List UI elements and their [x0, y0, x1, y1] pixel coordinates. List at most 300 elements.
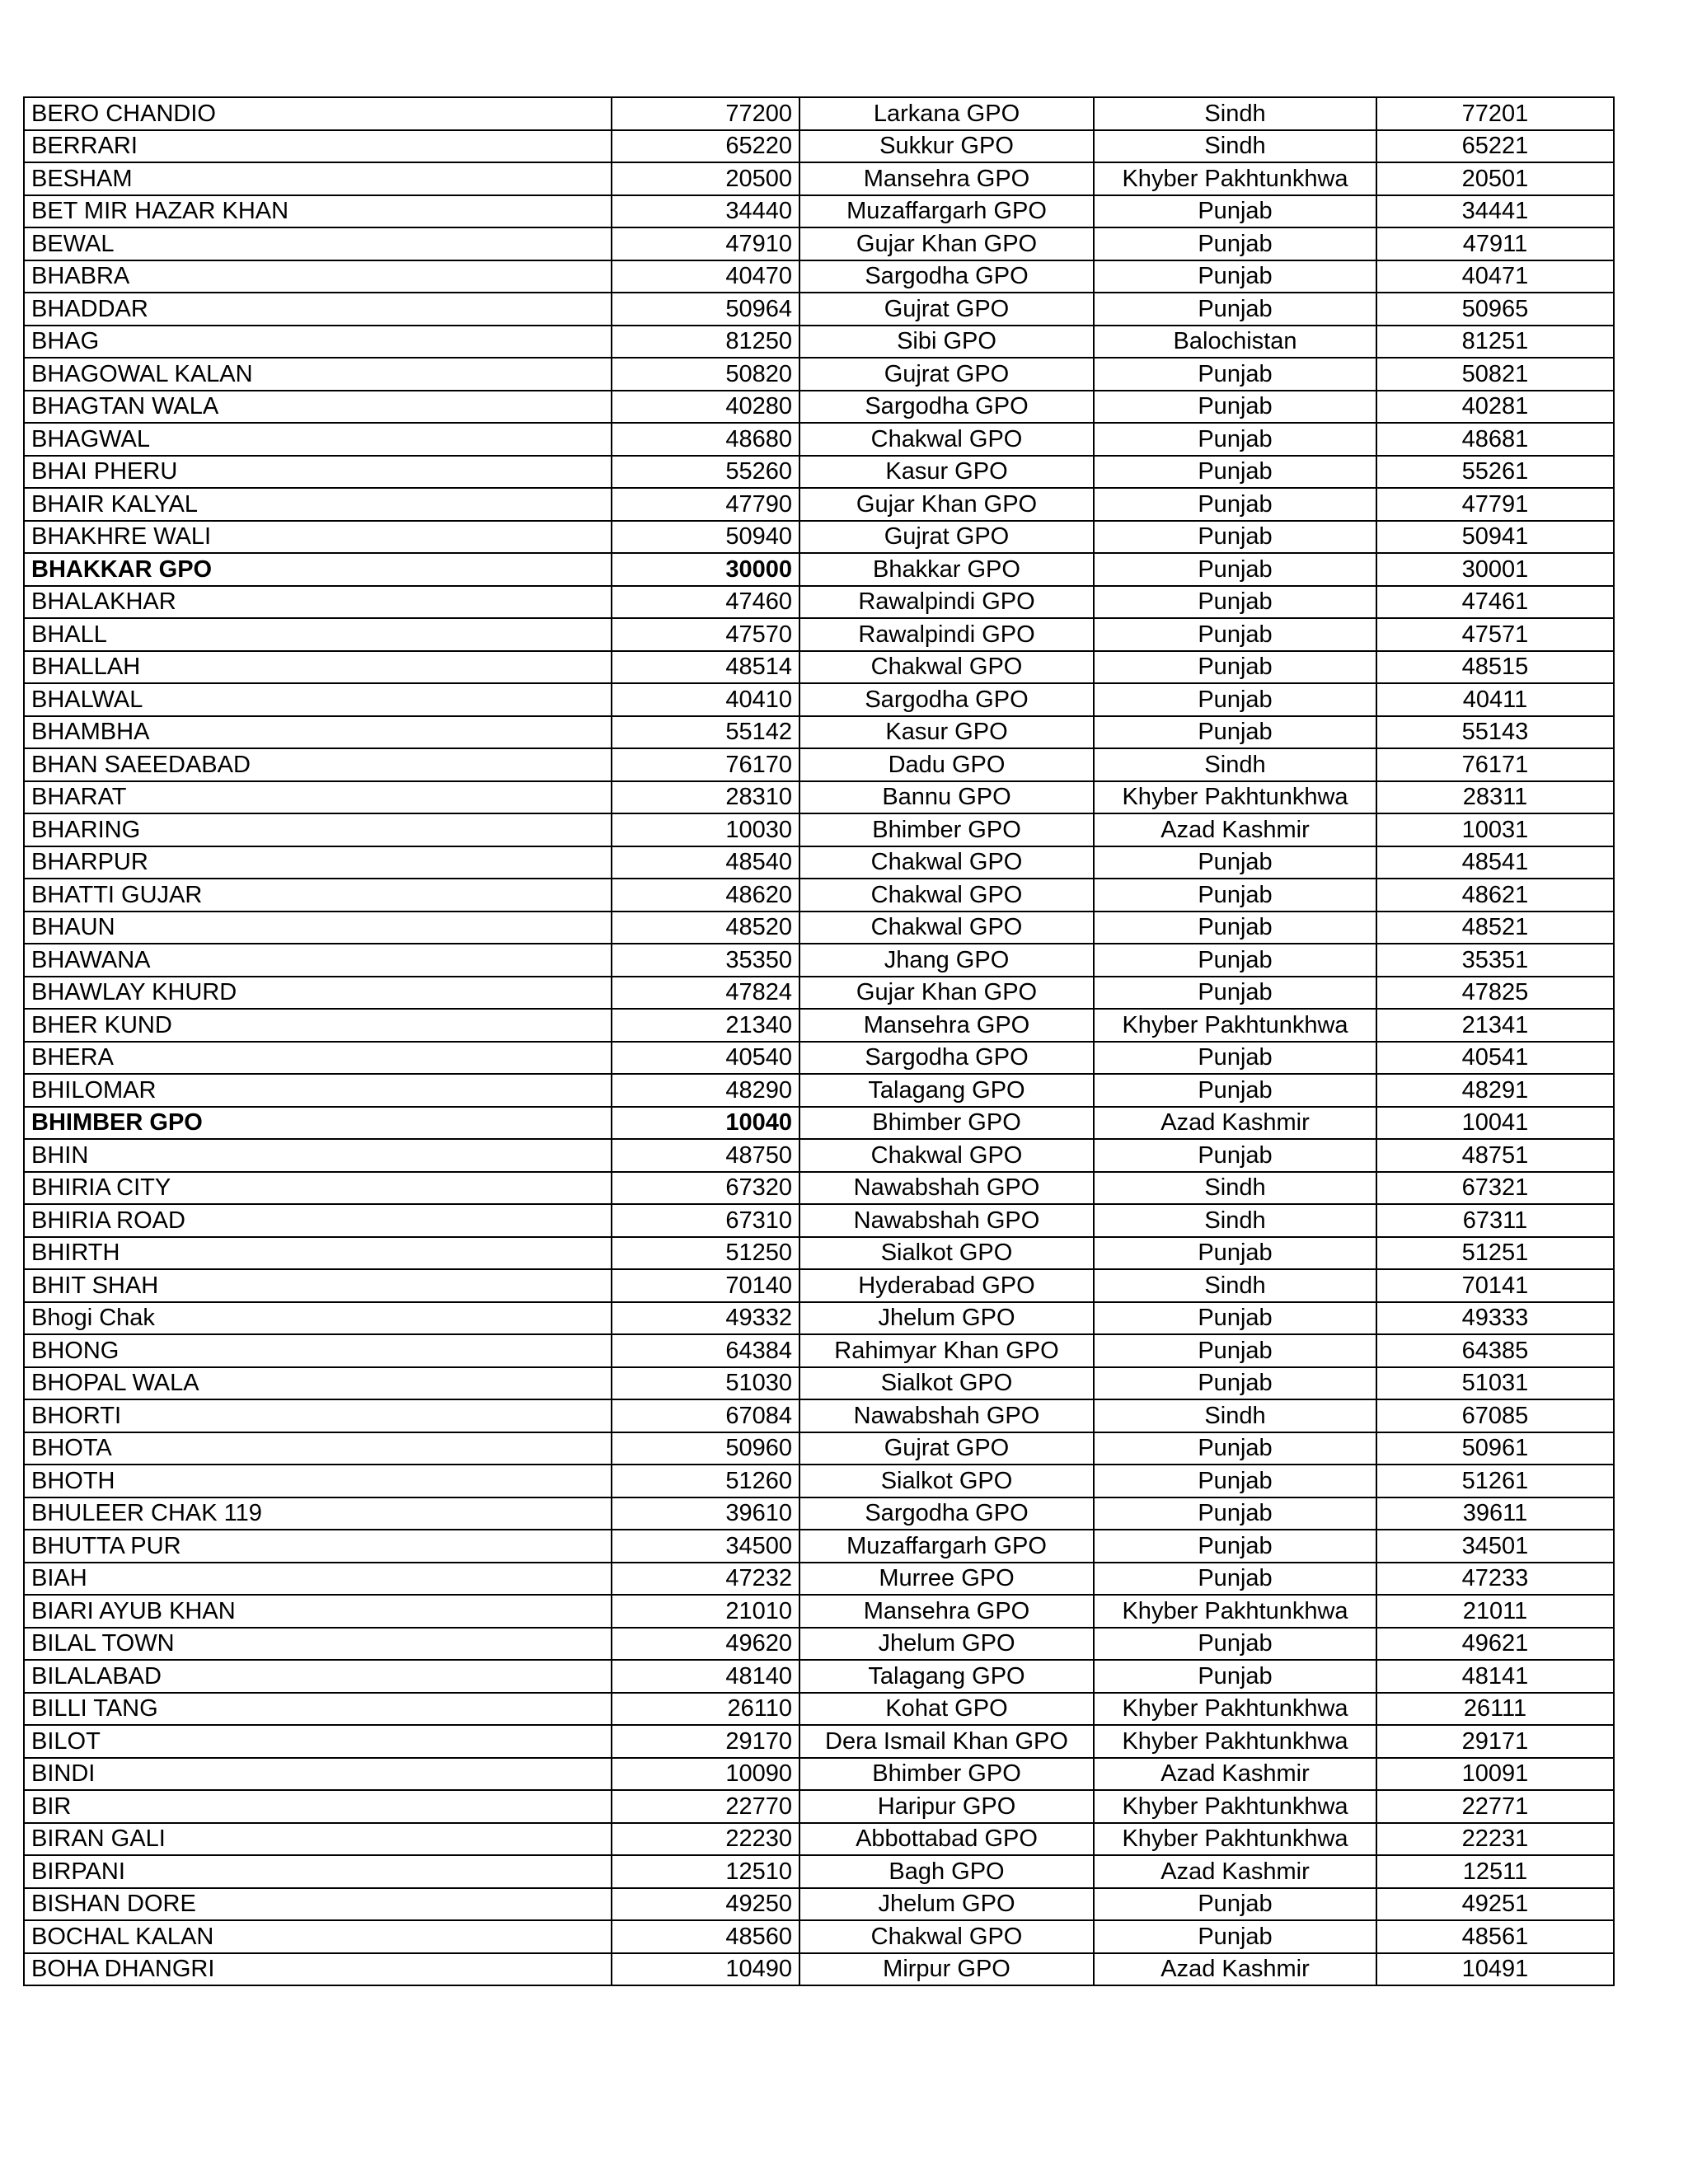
office-name-cell: BHAGTAN WALA: [24, 391, 612, 424]
office-name-cell: BHUTTA PUR: [24, 1530, 612, 1563]
postcode-cell: 48561: [1376, 1920, 1614, 1953]
office-name-cell: BHIRTH: [24, 1237, 612, 1270]
office-code-cell: 22770: [612, 1790, 799, 1823]
province-cell: Sindh: [1094, 748, 1376, 781]
gpo-cell: Kasur GPO: [799, 456, 1094, 489]
postcode-cell: 65221: [1376, 130, 1614, 163]
office-code-cell: 49620: [612, 1628, 799, 1661]
office-code-cell: 67310: [612, 1204, 799, 1237]
office-code-cell: 12510: [612, 1855, 799, 1888]
table-row: [24, 1725, 1614, 1758]
table-row: [24, 1367, 1614, 1400]
postcode-cell: 22231: [1376, 1823, 1614, 1856]
office-code-cell: 47910: [612, 227, 799, 260]
postcode-cell: 48681: [1376, 423, 1614, 456]
postcode-cell: 51031: [1376, 1367, 1614, 1400]
province-cell: Punjab: [1094, 1888, 1376, 1921]
postcode-cell: 50941: [1376, 521, 1614, 554]
office-name-cell: BHOTH: [24, 1465, 612, 1497]
postcode-cell: 10041: [1376, 1107, 1614, 1140]
office-code-cell: 26110: [612, 1693, 799, 1726]
province-cell: Punjab: [1094, 1042, 1376, 1075]
office-name-cell: BHAIR KALYAL: [24, 488, 612, 521]
province-cell: Sindh: [1094, 1269, 1376, 1302]
postcode-cell: 21341: [1376, 1009, 1614, 1042]
postcode-cell: 76171: [1376, 748, 1614, 781]
postcode-cell: 12511: [1376, 1855, 1614, 1888]
postcode-cell: 48751: [1376, 1139, 1614, 1172]
table-row: [24, 1302, 1614, 1335]
table-row: [24, 1074, 1614, 1107]
office-code-cell: 40410: [612, 683, 799, 716]
office-name-cell: BHADDAR: [24, 293, 612, 326]
office-code-cell: 76170: [612, 748, 799, 781]
office-name-cell: BHIRIA ROAD: [24, 1204, 612, 1237]
table-row: [24, 1758, 1614, 1791]
office-code-cell: 64384: [612, 1334, 799, 1367]
table-row: [24, 1139, 1614, 1172]
gpo-cell: Rawalpindi GPO: [799, 586, 1094, 619]
office-code-cell: 48520: [612, 912, 799, 944]
gpo-cell: Abbottabad GPO: [799, 1823, 1094, 1856]
office-code-cell: 47232: [612, 1563, 799, 1596]
gpo-cell: Nawabshah GPO: [799, 1399, 1094, 1432]
postcode-cell: 29171: [1376, 1725, 1614, 1758]
province-cell: Balochistan: [1094, 326, 1376, 359]
office-code-cell: 48514: [612, 651, 799, 684]
province-cell: Punjab: [1094, 488, 1376, 521]
postcode-cell: 77201: [1376, 97, 1614, 130]
office-code-cell: 50940: [612, 521, 799, 554]
gpo-cell: Jhelum GPO: [799, 1302, 1094, 1335]
office-code-cell: 67320: [612, 1172, 799, 1205]
table-row: [24, 1334, 1614, 1367]
table-row: [24, 944, 1614, 977]
postcode-cell: 51261: [1376, 1465, 1614, 1497]
postcode-cell: 47911: [1376, 227, 1614, 260]
postcode-cell: 67311: [1376, 1204, 1614, 1237]
postcode-cell: 40411: [1376, 683, 1614, 716]
postcode-cell: 48515: [1376, 651, 1614, 684]
office-name-cell: BHIMBER GPO: [24, 1107, 612, 1140]
gpo-cell: Nawabshah GPO: [799, 1172, 1094, 1205]
office-name-cell: BIARI AYUB KHAN: [24, 1595, 612, 1628]
gpo-cell: Gujrat GPO: [799, 358, 1094, 391]
office-name-cell: BILLI TANG: [24, 1693, 612, 1726]
province-cell: Punjab: [1094, 293, 1376, 326]
province-cell: Azad Kashmir: [1094, 1855, 1376, 1888]
office-name-cell: BHAKKAR GPO: [24, 553, 612, 586]
postcode-cell: 40471: [1376, 260, 1614, 293]
gpo-cell: Sargodha GPO: [799, 683, 1094, 716]
office-code-cell: 29170: [612, 1725, 799, 1758]
postcode-cell: 81251: [1376, 326, 1614, 359]
gpo-cell: Bhakkar GPO: [799, 553, 1094, 586]
office-name-cell: BHARAT: [24, 781, 612, 814]
office-name-cell: BIRPANI: [24, 1855, 612, 1888]
table-row: [24, 1465, 1614, 1497]
office-name-cell: BHILOMAR: [24, 1074, 612, 1107]
table-row: [24, 1107, 1614, 1140]
postcode-cell: 39611: [1376, 1497, 1614, 1530]
postcode-cell: 20501: [1376, 162, 1614, 195]
province-cell: Punjab: [1094, 912, 1376, 944]
table-row: [24, 130, 1614, 163]
gpo-cell: Talagang GPO: [799, 1660, 1094, 1693]
office-code-cell: 35350: [612, 944, 799, 977]
office-code-cell: 49250: [612, 1888, 799, 1921]
office-code-cell: 50820: [612, 358, 799, 391]
office-name-cell: BHALAKHAR: [24, 586, 612, 619]
table-row: [24, 293, 1614, 326]
province-cell: Punjab: [1094, 1139, 1376, 1172]
postcode-cell: 51251: [1376, 1237, 1614, 1270]
province-cell: Khyber Pakhtunkhwa: [1094, 1790, 1376, 1823]
province-cell: Punjab: [1094, 423, 1376, 456]
office-code-cell: 34500: [612, 1530, 799, 1563]
office-code-cell: 28310: [612, 781, 799, 814]
gpo-cell: Kohat GPO: [799, 1693, 1094, 1726]
office-name-cell: BHAUN: [24, 912, 612, 944]
office-name-cell: BHALWAL: [24, 683, 612, 716]
province-cell: Punjab: [1094, 618, 1376, 651]
table-row: [24, 1269, 1614, 1302]
office-name-cell: BIRAN GALI: [24, 1823, 612, 1856]
province-cell: Punjab: [1094, 195, 1376, 228]
table-row: [24, 586, 1614, 619]
office-code-cell: 51250: [612, 1237, 799, 1270]
postcode-cell: 40541: [1376, 1042, 1614, 1075]
gpo-cell: Sialkot GPO: [799, 1465, 1094, 1497]
office-name-cell: BERO CHANDIO: [24, 97, 612, 130]
office-name-cell: BHORTI: [24, 1399, 612, 1432]
table-row: [24, 1237, 1614, 1270]
gpo-cell: Sargodha GPO: [799, 1497, 1094, 1530]
table-row: [24, 260, 1614, 293]
gpo-cell: Haripur GPO: [799, 1790, 1094, 1823]
office-code-cell: 21010: [612, 1595, 799, 1628]
table-row: [24, 97, 1614, 130]
province-cell: Punjab: [1094, 1530, 1376, 1563]
table-row: [24, 1172, 1614, 1205]
office-name-cell: BIR: [24, 1790, 612, 1823]
gpo-cell: Gujrat GPO: [799, 521, 1094, 554]
table-row: [24, 195, 1614, 228]
table-row: [24, 1399, 1614, 1432]
office-code-cell: 22230: [612, 1823, 799, 1856]
office-code-cell: 21340: [612, 1009, 799, 1042]
province-cell: Punjab: [1094, 1334, 1376, 1367]
gpo-cell: Mansehra GPO: [799, 1595, 1094, 1628]
province-cell: Punjab: [1094, 553, 1376, 586]
postcode-cell: 10491: [1376, 1953, 1614, 1986]
office-code-cell: 65220: [612, 130, 799, 163]
postcode-cell: 28311: [1376, 781, 1614, 814]
office-code-cell: 48680: [612, 423, 799, 456]
office-code-cell: 48540: [612, 846, 799, 879]
postcode-cell: 48541: [1376, 846, 1614, 879]
province-cell: Punjab: [1094, 1074, 1376, 1107]
office-code-cell: 77200: [612, 97, 799, 130]
table-row: [24, 781, 1614, 814]
postcode-cell: 47461: [1376, 586, 1614, 619]
table-row: [24, 162, 1614, 195]
office-name-cell: BIAH: [24, 1563, 612, 1596]
province-cell: Punjab: [1094, 716, 1376, 749]
postcode-cell: 48621: [1376, 879, 1614, 912]
office-name-cell: BHAKHRE WALI: [24, 521, 612, 554]
office-name-cell: BHAI PHERU: [24, 456, 612, 489]
table-row: [24, 1432, 1614, 1465]
office-code-cell: 48620: [612, 879, 799, 912]
office-code-cell: 51260: [612, 1465, 799, 1497]
table-row: [24, 748, 1614, 781]
office-name-cell: BHAGWAL: [24, 423, 612, 456]
province-cell: Punjab: [1094, 227, 1376, 260]
gpo-cell: Jhelum GPO: [799, 1888, 1094, 1921]
table-row: [24, 1693, 1614, 1726]
province-cell: Khyber Pakhtunkhwa: [1094, 1823, 1376, 1856]
office-name-cell: BHALLAH: [24, 651, 612, 684]
table-row: [24, 521, 1614, 554]
table-row: [24, 1042, 1614, 1075]
province-cell: Punjab: [1094, 879, 1376, 912]
gpo-cell: Sargodha GPO: [799, 391, 1094, 424]
table-row: [24, 1530, 1614, 1563]
gpo-cell: Rawalpindi GPO: [799, 618, 1094, 651]
province-cell: Sindh: [1094, 130, 1376, 163]
table-row: [24, 977, 1614, 1010]
gpo-cell: Rahimyar Khan GPO: [799, 1334, 1094, 1367]
gpo-cell: Mirpur GPO: [799, 1953, 1094, 1986]
office-name-cell: BHABRA: [24, 260, 612, 293]
gpo-cell: Sargodha GPO: [799, 1042, 1094, 1075]
table-row: [24, 683, 1614, 716]
gpo-cell: Chakwal GPO: [799, 651, 1094, 684]
gpo-cell: Murree GPO: [799, 1563, 1094, 1596]
postcode-cell: 47825: [1376, 977, 1614, 1010]
table-body: [24, 97, 1614, 1985]
office-name-cell: Bhogi Chak: [24, 1302, 612, 1335]
postcode-cell: 49621: [1376, 1628, 1614, 1661]
gpo-cell: Gujar Khan GPO: [799, 227, 1094, 260]
office-code-cell: 67084: [612, 1399, 799, 1432]
gpo-cell: Hyderabad GPO: [799, 1269, 1094, 1302]
office-code-cell: 48290: [612, 1074, 799, 1107]
gpo-cell: Larkana GPO: [799, 97, 1094, 130]
office-name-cell: BOHA DHANGRI: [24, 1953, 612, 1986]
table-row: [24, 651, 1614, 684]
gpo-cell: Jhelum GPO: [799, 1628, 1094, 1661]
office-name-cell: BHAN SAEEDABAD: [24, 748, 612, 781]
office-code-cell: 47824: [612, 977, 799, 1010]
office-name-cell: BHARPUR: [24, 846, 612, 879]
province-cell: Punjab: [1094, 1302, 1376, 1335]
office-name-cell: BHIT SHAH: [24, 1269, 612, 1302]
office-code-cell: 48560: [612, 1920, 799, 1953]
province-cell: Punjab: [1094, 358, 1376, 391]
gpo-cell: Gujar Khan GPO: [799, 488, 1094, 521]
table-row: [24, 912, 1614, 944]
province-cell: Punjab: [1094, 1628, 1376, 1661]
gpo-cell: Bhimber GPO: [799, 1758, 1094, 1791]
table-row: [24, 1855, 1614, 1888]
office-name-cell: BHATTI GUJAR: [24, 879, 612, 912]
office-name-cell: BHAG: [24, 326, 612, 359]
postcode-cell: 10031: [1376, 813, 1614, 846]
gpo-cell: Chakwal GPO: [799, 879, 1094, 912]
postcode-cell: 67085: [1376, 1399, 1614, 1432]
gpo-cell: Chakwal GPO: [799, 423, 1094, 456]
gpo-cell: Kasur GPO: [799, 716, 1094, 749]
postcode-cell: 35351: [1376, 944, 1614, 977]
table-row: [24, 1920, 1614, 1953]
office-name-cell: BISHAN DORE: [24, 1888, 612, 1921]
table-row: [24, 879, 1614, 912]
table-row: [24, 1790, 1614, 1823]
province-cell: Punjab: [1094, 1237, 1376, 1270]
office-name-cell: BHARING: [24, 813, 612, 846]
postcode-cell: 34441: [1376, 195, 1614, 228]
table-row: [24, 1888, 1614, 1921]
province-cell: Punjab: [1094, 456, 1376, 489]
gpo-cell: Nawabshah GPO: [799, 1204, 1094, 1237]
province-cell: Khyber Pakhtunkhwa: [1094, 1009, 1376, 1042]
postcode-cell: 47791: [1376, 488, 1614, 521]
gpo-cell: Chakwal GPO: [799, 1139, 1094, 1172]
table-row: [24, 227, 1614, 260]
office-code-cell: 47460: [612, 586, 799, 619]
postcode-cell: 48521: [1376, 912, 1614, 944]
office-code-cell: 51030: [612, 1367, 799, 1400]
province-cell: Khyber Pakhtunkhwa: [1094, 1725, 1376, 1758]
office-name-cell: BESHAM: [24, 162, 612, 195]
postcode-cell: 49333: [1376, 1302, 1614, 1335]
gpo-cell: Mansehra GPO: [799, 1009, 1094, 1042]
table-row: [24, 423, 1614, 456]
province-cell: Punjab: [1094, 1465, 1376, 1497]
office-name-cell: BHAWANA: [24, 944, 612, 977]
table-row: [24, 1204, 1614, 1237]
office-name-cell: BHIN: [24, 1139, 612, 1172]
office-name-cell: BOCHAL KALAN: [24, 1920, 612, 1953]
province-cell: Punjab: [1094, 1660, 1376, 1693]
province-cell: Punjab: [1094, 1497, 1376, 1530]
office-code-cell: 49332: [612, 1302, 799, 1335]
office-name-cell: BHAGOWAL KALAN: [24, 358, 612, 391]
gpo-cell: Dera Ismail Khan GPO: [799, 1725, 1094, 1758]
province-cell: Sindh: [1094, 1399, 1376, 1432]
table-row: [24, 1628, 1614, 1661]
province-cell: Punjab: [1094, 1367, 1376, 1400]
office-code-cell: 55142: [612, 716, 799, 749]
office-code-cell: 48140: [612, 1660, 799, 1693]
table-row: [24, 553, 1614, 586]
office-code-cell: 48750: [612, 1139, 799, 1172]
province-cell: Khyber Pakhtunkhwa: [1094, 1595, 1376, 1628]
postcode-cell: 55261: [1376, 456, 1614, 489]
postcode-cell: 48141: [1376, 1660, 1614, 1693]
gpo-cell: Talagang GPO: [799, 1074, 1094, 1107]
gpo-cell: Dadu GPO: [799, 748, 1094, 781]
table-row: [24, 1563, 1614, 1596]
postcode-cell: 49251: [1376, 1888, 1614, 1921]
province-cell: Punjab: [1094, 651, 1376, 684]
office-code-cell: 10090: [612, 1758, 799, 1791]
gpo-cell: Bhimber GPO: [799, 813, 1094, 846]
postcode-cell: 47233: [1376, 1563, 1614, 1596]
postcode-cell: 47571: [1376, 618, 1614, 651]
office-name-cell: BHOPAL WALA: [24, 1367, 612, 1400]
province-cell: Sindh: [1094, 1172, 1376, 1205]
province-cell: Khyber Pakhtunkhwa: [1094, 1693, 1376, 1726]
table-row: [24, 456, 1614, 489]
office-code-cell: 50960: [612, 1432, 799, 1465]
table-row: [24, 326, 1614, 359]
postcode-cell: 50961: [1376, 1432, 1614, 1465]
office-name-cell: BHER KUND: [24, 1009, 612, 1042]
office-name-cell: BHALL: [24, 618, 612, 651]
postcode-cell: 34501: [1376, 1530, 1614, 1563]
province-cell: Sindh: [1094, 1204, 1376, 1237]
office-name-cell: BHOTA: [24, 1432, 612, 1465]
postcode-cell: 10091: [1376, 1758, 1614, 1791]
postcode-cell: 67321: [1376, 1172, 1614, 1205]
office-code-cell: 10040: [612, 1107, 799, 1140]
post-office-table: [23, 96, 1615, 1986]
province-cell: Azad Kashmir: [1094, 1107, 1376, 1140]
province-cell: Azad Kashmir: [1094, 1953, 1376, 1986]
office-code-cell: 40470: [612, 260, 799, 293]
gpo-cell: Gujrat GPO: [799, 1432, 1094, 1465]
gpo-cell: Bhimber GPO: [799, 1107, 1094, 1140]
province-cell: Punjab: [1094, 977, 1376, 1010]
office-name-cell: BILALABAD: [24, 1660, 612, 1693]
office-code-cell: 20500: [612, 162, 799, 195]
gpo-cell: Gujar Khan GPO: [799, 977, 1094, 1010]
province-cell: Punjab: [1094, 586, 1376, 619]
table-row: [24, 1497, 1614, 1530]
province-cell: Punjab: [1094, 1432, 1376, 1465]
office-code-cell: 50964: [612, 293, 799, 326]
province-cell: Khyber Pakhtunkhwa: [1094, 162, 1376, 195]
gpo-cell: Sialkot GPO: [799, 1367, 1094, 1400]
province-cell: Punjab: [1094, 683, 1376, 716]
gpo-cell: Chakwal GPO: [799, 912, 1094, 944]
gpo-cell: Gujrat GPO: [799, 293, 1094, 326]
province-cell: Punjab: [1094, 1920, 1376, 1953]
province-cell: Punjab: [1094, 1563, 1376, 1596]
gpo-cell: Muzaffargarh GPO: [799, 1530, 1094, 1563]
office-name-cell: BILOT: [24, 1725, 612, 1758]
table-row: [24, 618, 1614, 651]
postcode-cell: 50965: [1376, 293, 1614, 326]
postcode-cell: 26111: [1376, 1693, 1614, 1726]
postcode-cell: 22771: [1376, 1790, 1614, 1823]
province-cell: Punjab: [1094, 260, 1376, 293]
office-name-cell: BILAL TOWN: [24, 1628, 612, 1661]
table-row: [24, 1009, 1614, 1042]
office-code-cell: 70140: [612, 1269, 799, 1302]
office-name-cell: BHULEER CHAK 119: [24, 1497, 612, 1530]
office-name-cell: BHAWLAY KHURD: [24, 977, 612, 1010]
gpo-cell: Chakwal GPO: [799, 846, 1094, 879]
gpo-cell: Muzaffargarh GPO: [799, 195, 1094, 228]
province-cell: Azad Kashmir: [1094, 1758, 1376, 1791]
office-name-cell: BET MIR HAZAR KHAN: [24, 195, 612, 228]
table-row: [24, 813, 1614, 846]
gpo-cell: Jhang GPO: [799, 944, 1094, 977]
